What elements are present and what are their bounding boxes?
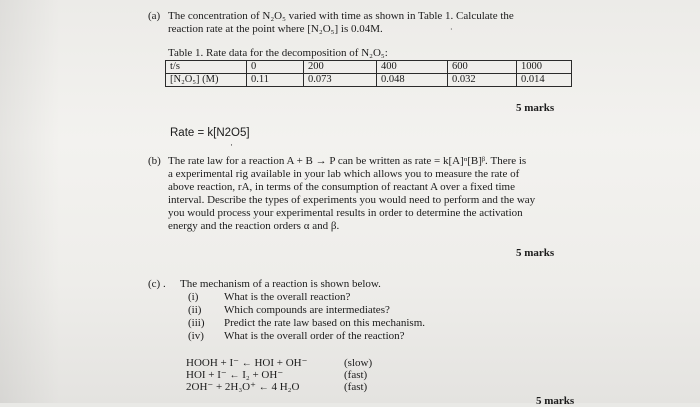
table-cell: 1000 [517,61,572,74]
list-item [188,330,488,342]
table-cell: [N₂O₅] (M) [166,74,247,87]
item-number: (iv) [188,330,204,342]
table-cell: t/s [166,61,247,74]
mech-left: 2OH⁻ + 2H₃O⁺ [186,381,256,393]
arrow-icon: ← [241,358,252,369]
list-item [188,317,488,329]
rate-data-table [165,60,572,87]
handwritten-answer: Rate = k[N2O5] [170,127,250,139]
table-cell: 0.11 [247,74,304,87]
list-item [188,291,488,303]
mech-right: I₂ + OH⁻ [242,369,284,381]
arrow-icon: ← [258,382,269,393]
part-b-line: you would process your experimental results in order to determine the activation [168,207,523,219]
part-b-line: above reaction, rA, in terms of the consumption of reactant A over a fixed time [168,181,515,193]
part-a-label: (a) [148,10,161,22]
part-b-line: The rate law for a reaction A + B → P can be written as rate = k[A]ᵅ[B]ᵝ. There is [168,155,527,167]
table-cell: 0.032 [448,74,517,87]
cursor-dot: · [230,140,233,150]
table-cell: 0 [247,61,304,74]
table-cell: 600 [448,61,517,74]
table-cell: 400 [377,61,448,74]
table-cell: 200 [304,61,377,74]
table-cell: 0.073 [304,74,377,87]
part-c-marks: 5 marks [536,395,575,407]
mech-right: 4 H₂O [271,381,300,393]
part-a-line1: The concentration of N₂O₅ varied with time as shown in Table 1. Calculate the [168,10,514,22]
part-b-line: a experimental rig available in your lab which allows you to measure the rate of [168,168,520,180]
table-row [166,61,572,74]
part-c-label: (c) . [148,278,166,290]
part-c-intro: The mechanism of a reaction is shown below. [180,278,381,290]
part-b-line: energy and the reaction orders α and β. [168,220,340,232]
mech-condition: (fast) [344,369,368,381]
mech-right: HOI + OH⁻ [254,357,308,369]
item-number: (i) [188,291,199,303]
table-caption: Table 1. Rate data for the decomposition of N₂O₅: [168,47,388,59]
mech-condition: (fast) [344,381,368,393]
page-dot: · [450,25,453,34]
part-a-line2: reaction rate at the point where [N₂O₅] is 0.04M. [168,23,383,35]
item-number: (ii) [188,304,202,316]
mechanism-step [186,381,406,393]
mechanism-step [186,369,406,381]
mech-left: HOOH + I⁻ [186,357,239,369]
item-number: (iii) [188,317,205,329]
part-a-marks: 5 marks [516,102,555,114]
part-b-line: interval. Describe the types of experiments you would need to perform and the way [168,194,536,206]
mechanism-step [186,357,406,369]
part-b-marks: 5 marks [516,247,555,259]
part-b-label: (b) [148,155,161,167]
table-row [166,74,572,87]
arrow-icon: ← [229,370,240,381]
table-cell: 0.048 [377,74,448,87]
table-cell: 0.014 [517,74,572,87]
item-text: What is the overall order of the reaction? [224,330,405,342]
item-text: Predict the rate law based on this mechanism. [224,317,425,329]
list-item [188,304,488,316]
item-text: What is the overall reaction? [224,291,351,303]
mech-left: HOI + I⁻ [186,369,227,381]
mech-condition: (slow) [344,357,373,369]
page-shadow [0,0,60,403]
item-text: Which compounds are intermediates? [224,304,390,316]
